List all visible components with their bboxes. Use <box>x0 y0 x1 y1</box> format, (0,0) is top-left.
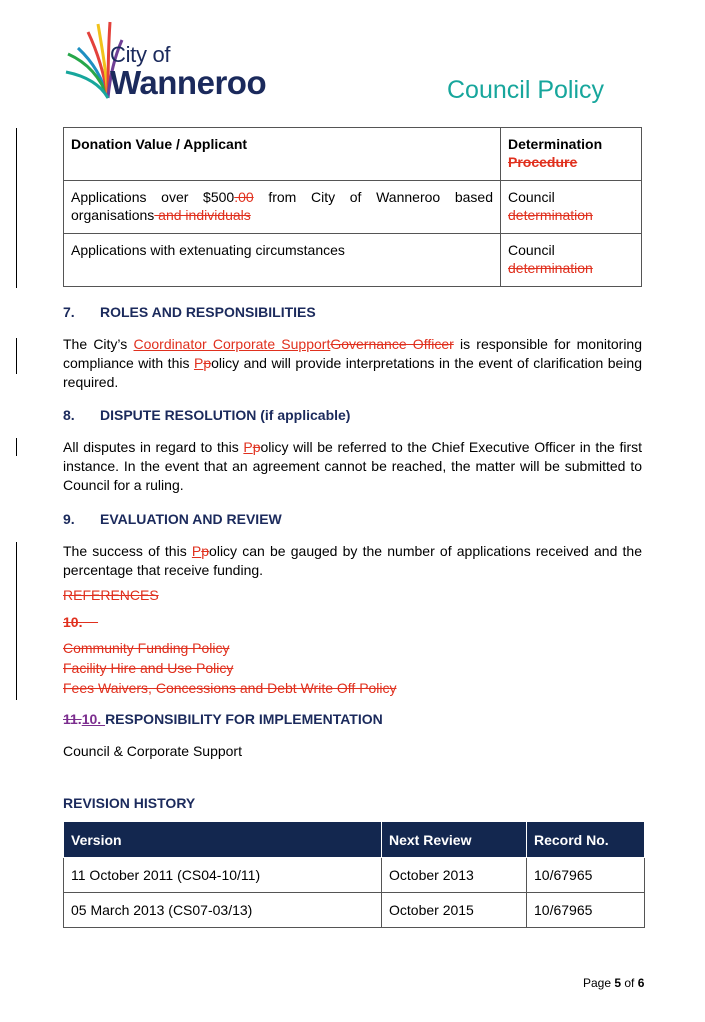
change-bar <box>16 438 17 456</box>
table-header-cell <box>501 128 642 181</box>
table-cell <box>501 234 642 287</box>
text: The success of this <box>63 543 192 559</box>
text: All disputes in regard to this <box>63 439 244 455</box>
table-row <box>64 858 645 893</box>
table-cell: Applications with extenuating circumstances <box>64 234 501 287</box>
table-header-cell: Donation Value / Applicant <box>64 128 501 181</box>
table-cell: 05 March 2013 (CS07-03/13) <box>64 893 382 928</box>
text: olicy will be referred to the Chief Executive Officer in the first instance. In the event that an agreement cannot be reached, the matter will be submitted to Council for a ruling. <box>63 439 642 493</box>
change-bar <box>16 128 17 288</box>
table-cell: 10/67965 <box>527 893 645 928</box>
text: olicy and will provide interpretations in the event of clarification being required. <box>63 355 642 390</box>
cell-text: from City of Wanneroo based organisations <box>71 189 493 223</box>
deleted-text: p <box>201 543 210 559</box>
deleted-section-number: 11. <box>63 711 82 727</box>
table-header-cell: Record No. <box>527 822 645 858</box>
paragraph: Council & Corporate Support <box>63 743 242 759</box>
section-heading <box>63 711 383 727</box>
table-header-row <box>64 128 642 181</box>
deleted-section-number <box>63 612 98 632</box>
section-title: ROLES AND RESPONSIBILITIES <box>100 304 316 320</box>
section-title: RESPONSIBILITY FOR IMPLEMENTATION <box>105 711 383 727</box>
inserted-text: Coordinator Corporate Support <box>133 336 331 352</box>
table-cell <box>501 181 642 234</box>
cell-text: Council <box>508 189 555 205</box>
section-heading <box>63 304 316 320</box>
table-cell <box>64 181 501 234</box>
table-cell: October 2015 <box>382 893 527 928</box>
deleted-text: Governance Officer <box>330 336 454 352</box>
logo-city-of: City of <box>110 42 171 67</box>
text: Page <box>583 976 615 990</box>
total-pages: 6 <box>637 976 645 990</box>
section-number: 9. <box>63 511 75 527</box>
page-title: Council Policy <box>447 76 605 104</box>
section-number: 8. <box>63 407 75 423</box>
deleted-text: p <box>252 439 261 455</box>
table-cell: 11 October 2011 (CS04-10/11) <box>64 858 382 893</box>
current-page: 5 <box>614 976 622 990</box>
section-number: 7. <box>63 304 75 320</box>
inserted-text: P <box>193 355 204 371</box>
table-header-cell: Next Review <box>382 822 527 858</box>
table-header-cell: Version <box>64 822 382 858</box>
deleted-text: .00 <box>234 189 254 205</box>
change-bar <box>16 542 17 700</box>
section-title: EVALUATION AND REVIEW <box>100 511 282 527</box>
cell-text: Applications over $500 <box>71 189 235 205</box>
table-header-row <box>64 822 645 858</box>
change-bar <box>16 338 17 374</box>
logo-wanneroo: Wanneroo <box>110 64 267 101</box>
page-number <box>583 976 644 990</box>
section-heading <box>63 407 350 423</box>
cell-text: Council <box>508 242 555 258</box>
deleted-text: p <box>203 355 212 371</box>
deleted-reference-item: Community Funding Policy <box>63 640 230 656</box>
deleted-reference-item: Facility Hire and Use Policy <box>63 660 234 676</box>
deleted-text: determination <box>508 207 593 223</box>
text: is responsible for monitoring compliance with this <box>63 336 642 371</box>
table-row <box>64 181 642 234</box>
deleted-text: and individuals <box>154 207 251 223</box>
table-row <box>64 893 645 928</box>
city-logo <box>64 18 294 104</box>
deleted-reference-item: Fees Waivers, Concessions and Debt Write Off Policy <box>63 680 397 696</box>
inserted-text: P <box>191 543 202 559</box>
deleted-text: determination <box>508 260 593 276</box>
text: olicy can be gauged by the number of applications received and the percentage that receive funding. <box>63 543 642 578</box>
inserted-section-number: 10. <box>81 711 106 727</box>
deleted-text: Procedure <box>508 154 578 170</box>
paragraph <box>63 542 642 580</box>
inserted-text: P <box>243 439 253 455</box>
table-cell: 10/67965 <box>527 858 645 893</box>
paragraph <box>63 335 642 392</box>
table-row <box>64 234 642 287</box>
header-determination: Determination <box>508 136 603 152</box>
section-title: DISPUTE RESOLUTION (if applicable) <box>100 407 351 423</box>
text: The City’s <box>63 336 134 352</box>
table-cell: October 2013 <box>382 858 527 893</box>
section-heading <box>63 511 282 527</box>
revision-history-table <box>63 821 645 928</box>
deleted-references-heading: REFERENCES <box>63 587 159 603</box>
donation-determination-table <box>63 127 642 287</box>
revision-history-title: REVISION HISTORY <box>63 795 196 811</box>
text: of <box>621 976 638 990</box>
paragraph <box>63 438 642 495</box>
deleted-text: 10. <box>63 614 83 630</box>
